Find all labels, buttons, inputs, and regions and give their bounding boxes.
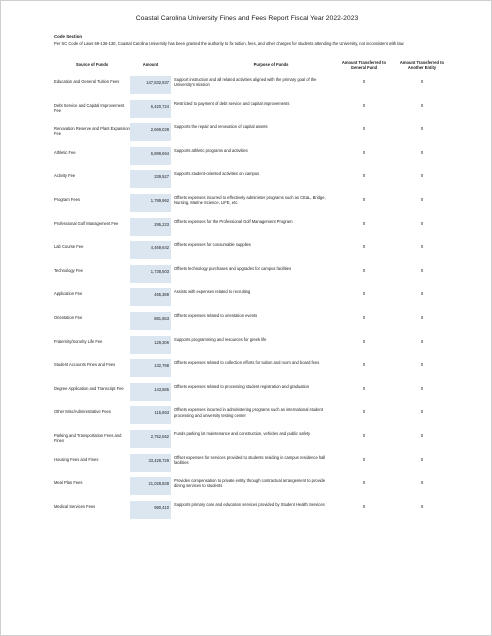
another-entity-cell: 0: [420, 244, 424, 250]
table-row: [1, 357, 492, 379]
another-entity-cell: 0: [420, 409, 424, 415]
general-fund-cell: 0: [362, 291, 366, 297]
source-cell: Lab Course Fee: [54, 244, 84, 250]
amount-cell: [130, 265, 171, 283]
amount-value: 990,410: [154, 504, 169, 510]
another-entity-cell: 0: [420, 385, 424, 391]
amount-value: 1,789,962: [150, 198, 169, 203]
amount-cell: [130, 76, 171, 94]
another-entity-cell: 0: [420, 338, 424, 344]
another-entity-cell: 0: [420, 173, 424, 179]
header-general-fund: Amount Transferred to General Fund: [341, 60, 387, 70]
purpose-cell: Offsets expenses for consumable supplies: [174, 242, 251, 248]
header-another-entity: Amount Transferred to Another Entity: [399, 60, 445, 70]
general-fund-cell: 0: [362, 102, 366, 108]
amount-cell: [130, 477, 171, 495]
source-cell: Professional Golf Management Fee: [54, 220, 119, 226]
another-entity-cell: 0: [420, 291, 424, 297]
purpose-cell: Supports student-oriented activities on campus: [174, 171, 260, 177]
amount-cell: [130, 241, 171, 259]
amount-value: 143,585: [154, 386, 169, 392]
purpose-cell: Restricted to payment of debt service and capital improvements: [174, 100, 290, 106]
general-fund-cell: 0: [362, 338, 366, 344]
source-cell: Technology Fee: [54, 267, 83, 273]
amount-value: 6,420,724: [150, 103, 169, 109]
amount-cell: [130, 147, 171, 165]
amount-cell: [130, 383, 171, 401]
purpose-cell: Offsets expenses related to collection efforts for tuition and room and board fees: [174, 360, 320, 366]
source-cell: Orientation Fee: [54, 315, 83, 320]
general-fund-cell: 0: [362, 126, 366, 132]
table-row: [1, 286, 492, 308]
amount-cell: [130, 336, 171, 354]
amount-value: 881,653: [154, 316, 169, 321]
purpose-cell: Support instruction and all related activities aligned with the primary goal of the University's mission: [174, 77, 317, 88]
another-entity-cell: 0: [420, 433, 424, 438]
purpose-cell: Offsets expenses related to processing student registration and graduation: [174, 383, 310, 389]
amount-cell: [130, 123, 171, 141]
source-cell: Renovation Reserve and Plant Expansion Fee: [54, 126, 130, 137]
purpose-cell: Supports the repair and renovation of capital assets: [174, 124, 268, 130]
source-cell: Activity Fee: [54, 173, 76, 179]
source-cell: Other Misc/Administrative Fees: [54, 409, 111, 415]
amount-cell: [130, 501, 171, 519]
purpose-cell: Offsets expenses incurred to effectively administer programs such as CEaL, Bridge, Nursing, Marine Science, LIFE, etc.: [174, 195, 326, 206]
source-cell: Athletic Fee: [54, 149, 76, 155]
amount-cell: [130, 454, 171, 472]
source-cell: Parking and Transportation Fees and Fines: [54, 433, 122, 444]
general-fund-cell: 0: [362, 362, 366, 368]
header-amount: Amount: [142, 62, 159, 67]
table-row: [1, 98, 492, 120]
general-fund-cell: 0: [362, 173, 366, 179]
table-row: [1, 499, 492, 521]
amount-value: 33,428,729: [148, 457, 169, 463]
table-row: [1, 475, 492, 497]
another-entity-cell: 0: [420, 197, 424, 202]
purpose-cell: Offsets expenses for the Professional Golf Management Program: [174, 218, 293, 224]
another-entity-cell: 0: [420, 456, 424, 462]
amount-value: 129,306: [154, 339, 169, 345]
source-cell: Student Accounts Fines and Fees: [54, 362, 116, 368]
header-source: Source of Funds: [75, 62, 109, 67]
amount-cell: [130, 100, 171, 118]
general-fund-cell: 0: [362, 315, 366, 320]
source-cell: Meal Plan Fees: [54, 480, 83, 486]
table-row: [1, 168, 492, 190]
source-cell: Debt Service and Capital Improvement Fee: [54, 102, 125, 113]
another-entity-cell: 0: [420, 220, 424, 226]
source-cell: Degree Application and Transcript Fee: [54, 385, 124, 391]
source-cell: Fraternity/Sorority Life Fee: [54, 338, 103, 344]
amount-value: 21,028,838: [148, 481, 169, 487]
table-row: [1, 192, 492, 214]
table-row: [1, 404, 492, 426]
purpose-cell: Provides compensation to private entity through contractual arrangement to provide dining services to students: [174, 478, 326, 489]
general-fund-cell: 0: [362, 149, 366, 155]
amount-cell: [130, 312, 171, 330]
general-fund-cell: 0: [362, 503, 366, 509]
amount-value: 147,832,937: [146, 80, 169, 85]
source-cell: Application Fee: [54, 291, 83, 297]
header-purpose: Purpose of Funds: [253, 62, 289, 67]
general-fund-cell: 0: [362, 433, 366, 438]
purpose-cell: Offsets expenses incurred in administering programs such as international student processing and university testing center: [174, 407, 323, 418]
another-entity-cell: 0: [420, 102, 424, 108]
general-fund-cell: 0: [362, 409, 366, 415]
purpose-cell: Supports athletic programs and activities: [174, 147, 248, 153]
table-row: [1, 452, 492, 474]
amount-cell: [130, 194, 171, 212]
report-title: Coastal Carolina University Fines and Fees Report Fiscal Year 2022-2023: [135, 15, 359, 22]
purpose-cell: Offsets expenses related to orientation events: [174, 313, 258, 318]
purpose-cell: Supports programming and resources for greek life: [174, 336, 267, 342]
table-row: [1, 334, 492, 356]
general-fund-cell: 0: [362, 456, 366, 462]
another-entity-cell: 0: [420, 79, 424, 84]
source-cell: Education and General Tuition Fees: [54, 79, 120, 84]
general-fund-cell: 0: [362, 197, 366, 202]
amount-cell: [130, 288, 171, 306]
amount-cell: [130, 359, 171, 377]
code-section-heading: Code Section: [54, 34, 83, 39]
general-fund-cell: 0: [362, 267, 366, 273]
amount-value: 6,899,664: [150, 150, 169, 156]
another-entity-cell: 0: [420, 267, 424, 273]
amount-value: 339,527: [154, 174, 169, 180]
amount-cell: [130, 430, 171, 448]
amount-value: 1,738,503: [150, 268, 169, 274]
code-section-text: Per SC Code of Laws 59-136-130, Coastal Carolina University has been granted the authority to fix tuition, fees, and other charges for students attending the University, not inconsistent with law.: [54, 41, 405, 46]
amount-cell: [130, 218, 171, 236]
general-fund-cell: 0: [362, 244, 366, 250]
purpose-cell: Supports primary care and education services provided by Student Health Services: [174, 501, 325, 507]
amount-cell: [130, 170, 171, 188]
amount-value: 295,233: [154, 221, 169, 227]
another-entity-cell: 0: [420, 362, 424, 368]
amount-value: 132,798: [154, 363, 169, 369]
table-row: [1, 263, 492, 285]
amount-value: 495,388: [154, 292, 169, 298]
amount-cell: [130, 406, 171, 424]
source-cell: Program Fees: [54, 197, 80, 202]
table-row: [1, 239, 492, 261]
table-row: [1, 74, 492, 96]
another-entity-cell: 0: [420, 503, 424, 509]
general-fund-cell: 0: [362, 220, 366, 226]
general-fund-cell: 0: [362, 480, 366, 486]
general-fund-cell: 0: [362, 79, 366, 84]
another-entity-cell: 0: [420, 480, 424, 486]
amount-value: 2,752,562: [150, 434, 169, 439]
general-fund-cell: 0: [362, 385, 366, 391]
table-row: [1, 310, 492, 332]
purpose-cell: Funds parking lot maintenance and construction, vehicles and public safety: [174, 431, 311, 436]
table-row: [1, 145, 492, 167]
purpose-cell: Assists with expenses related to recruiting: [174, 289, 251, 295]
source-cell: Housing Fees and Fines: [54, 456, 99, 462]
another-entity-cell: 0: [420, 315, 424, 320]
amount-value: 2,669,028: [150, 127, 169, 133]
another-entity-cell: 0: [420, 126, 424, 132]
table-row: [1, 121, 492, 143]
amount-value: 115,863: [154, 410, 169, 416]
purpose-cell: Offsets technology purchases and upgrades for campus facilities: [174, 265, 292, 271]
purpose-cell: Offset expenses for services provided to students residing in campus residence hall facilities: [174, 454, 326, 465]
source-cell: Medical Services Fees: [54, 503, 96, 509]
amount-value: 4,469,642: [150, 245, 169, 251]
table-row: [1, 381, 492, 403]
table-row: [1, 428, 492, 450]
table-row: [1, 216, 492, 238]
another-entity-cell: 0: [420, 149, 424, 155]
